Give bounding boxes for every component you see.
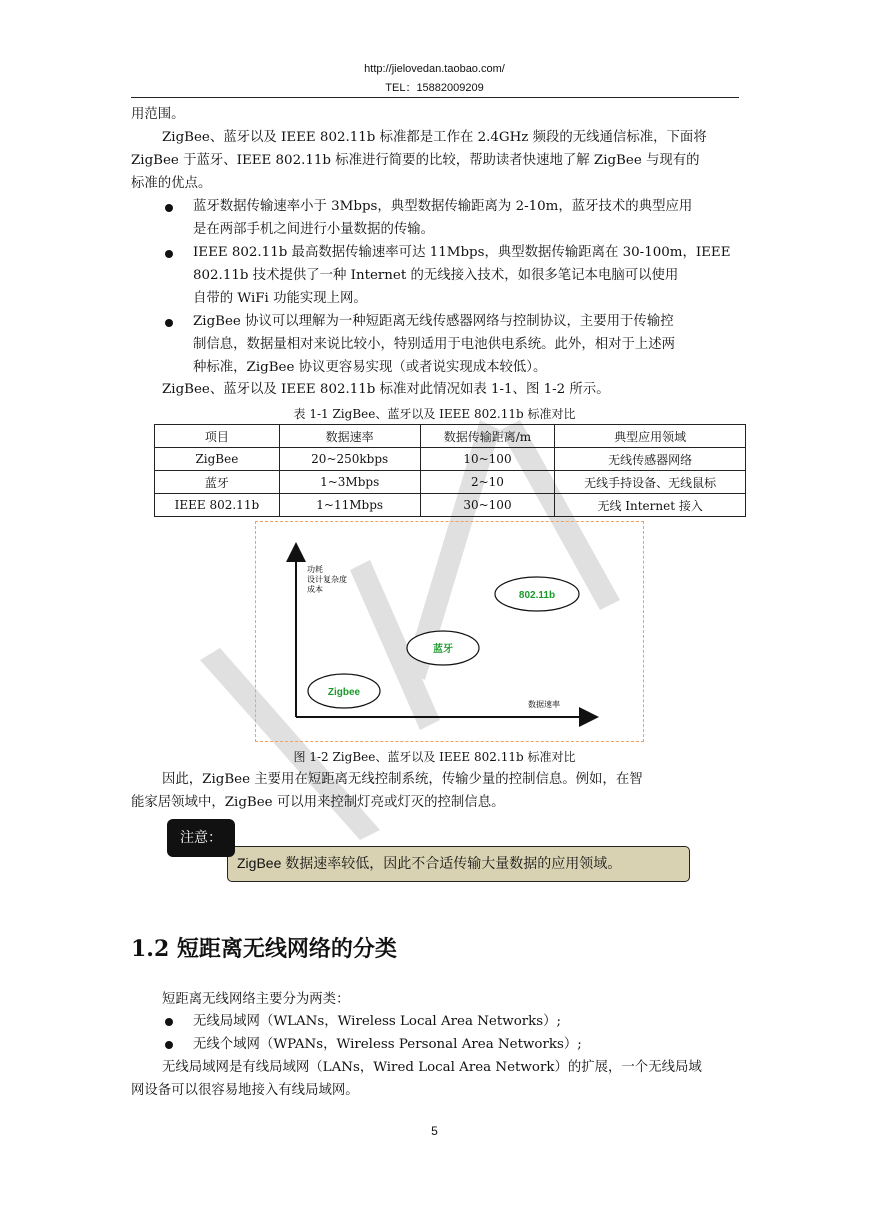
section-heading: 1.2 短距离无线网络的分类 (131, 936, 397, 962)
table-cell: 30~100 (420, 494, 555, 517)
paragraph-line: ZigBee、蓝牙以及 IEEE 802.11b 标准都是工作在 2.4GHz 频段的无线通信标准，下面将 (162, 130, 707, 145)
paragraph-line: 标准的优点。 (131, 176, 212, 191)
node-bluetooth-label: 蓝牙 (433, 644, 453, 655)
paragraph-line: ZigBee 于蓝牙、IEEE 802.11b 标准进行简要的比较，帮助读者快速地了解 ZigBee 与现有的 (131, 153, 700, 168)
bullet-icon (165, 1018, 173, 1026)
bullet-line: 种标准，ZigBee 协议更容易实现（或者说实现成本较低）。 (193, 360, 547, 375)
bullet-line: 制信息，数据量相对来说比较小，特别适用于电池供电系统。此外，相对于上述两 (193, 337, 676, 352)
table-cell: 10~100 (420, 448, 555, 471)
bullet-line: 是在两部手机之间进行小量数据的传输。 (193, 222, 435, 237)
comparison-table (154, 424, 746, 517)
paragraph-line: ZigBee、蓝牙以及 IEEE 802.11b 标准对此情况如表 1-1、图 1-2 所示。 (162, 382, 610, 397)
paragraph-line: 因此，ZigBee 主要用在短距离无线控制系统，传输少量的控制信息。例如，在智 (162, 772, 643, 787)
table-cell: 无线手持设备、无线鼠标 (555, 471, 746, 494)
bullet-line: 无线局域网（WLANs，Wireless Local Area Networks）; (193, 1014, 562, 1029)
table-cell: 1~11Mbps (279, 494, 420, 517)
table-cell: 无线 Internet 接入 (555, 494, 746, 517)
table-row (155, 494, 746, 517)
note-tag: 注意： (167, 819, 235, 857)
table-caption: 表 1-1 ZigBee、蓝牙以及 IEEE 802.11b 标准对比 (293, 407, 576, 421)
bullet-line: 蓝牙数据传输速率小于 3Mbps，典型数据传输距离为 2-10m，蓝牙技术的典型应用 (193, 199, 693, 214)
node-80211b-label: 802.11b (518, 590, 556, 601)
table-header-cell: 数据传输距离/m (420, 425, 555, 448)
y-axis-label: 设计复杂度 (307, 575, 347, 584)
y-axis-label: 功耗 (307, 565, 323, 574)
table-cell: 20~250kbps (279, 448, 420, 471)
table-cell: 2~10 (420, 471, 555, 494)
bullet-icon (165, 319, 173, 327)
table-cell: ZigBee (155, 448, 280, 471)
bullet-line: 自带的 WiFi 功能实现上网。 (193, 291, 367, 306)
bullet-line: 802.11b 技术提供了一种 Internet 的无线接入技术，如很多笔记本电脑可以使用 (193, 268, 679, 283)
table-cell: 蓝牙 (155, 471, 280, 494)
bullet-icon (165, 250, 173, 258)
x-axis-label: 数据速率 (528, 700, 560, 709)
table-header-row (155, 425, 746, 448)
table-cell: 无线传感器网络 (555, 448, 746, 471)
header-tel: TEL：15882009209 (385, 82, 484, 94)
y-axis-label: 成本 (307, 585, 323, 594)
paragraph-line: 能家居领域中，ZigBee 可以用来控制灯亮或灯灭的控制信息。 (131, 795, 505, 810)
table-header-cell: 典型应用领域 (555, 425, 746, 448)
figure-caption: 图 1-2 ZigBee、蓝牙以及 IEEE 802.11b 标准对比 (293, 750, 576, 764)
figure-frame (255, 521, 644, 742)
paragraph-line: 用范围。 (131, 107, 185, 122)
table-row (155, 448, 746, 471)
table-row (155, 471, 746, 494)
paragraph-line: 网设备可以很容易地接入有线局域网。 (131, 1083, 359, 1098)
comparison-diagram (256, 522, 643, 741)
table-header-cell: 数据速率 (279, 425, 420, 448)
bullet-line: 无线个域网（WPANs，Wireless Personal Area Networks）; (193, 1037, 582, 1052)
bullet-line: IEEE 802.11b 最高数据传输速率可达 11Mbps，典型数据传输距离在 30-100m，IEEE (193, 245, 731, 260)
table-header-cell: 项目 (155, 425, 280, 448)
page-number: 5 (431, 1124, 438, 1138)
header-url: http://jielovedan.taobao.com/ (364, 63, 505, 75)
note-text: ZigBee 数据速率较低，因此不合适传输大量数据的应用领域。 (237, 855, 622, 871)
table-cell: IEEE 802.11b (155, 494, 280, 517)
node-zigbee-label: Zigbee (327, 687, 361, 698)
paragraph-line: 短距离无线网络主要分为两类： (162, 992, 350, 1007)
bullet-line: ZigBee 协议可以理解为一种短距离无线传感器网络与控制协议，主要用于传输控 (193, 314, 674, 329)
bullet-icon (165, 204, 173, 212)
table-cell: 1~3Mbps (279, 471, 420, 494)
header-rule (131, 97, 739, 98)
paragraph-line: 无线局域网是有线局域网（LANs，Wired Local Area Network）的扩展，一个无线局域 (162, 1060, 702, 1075)
bullet-icon (165, 1041, 173, 1049)
